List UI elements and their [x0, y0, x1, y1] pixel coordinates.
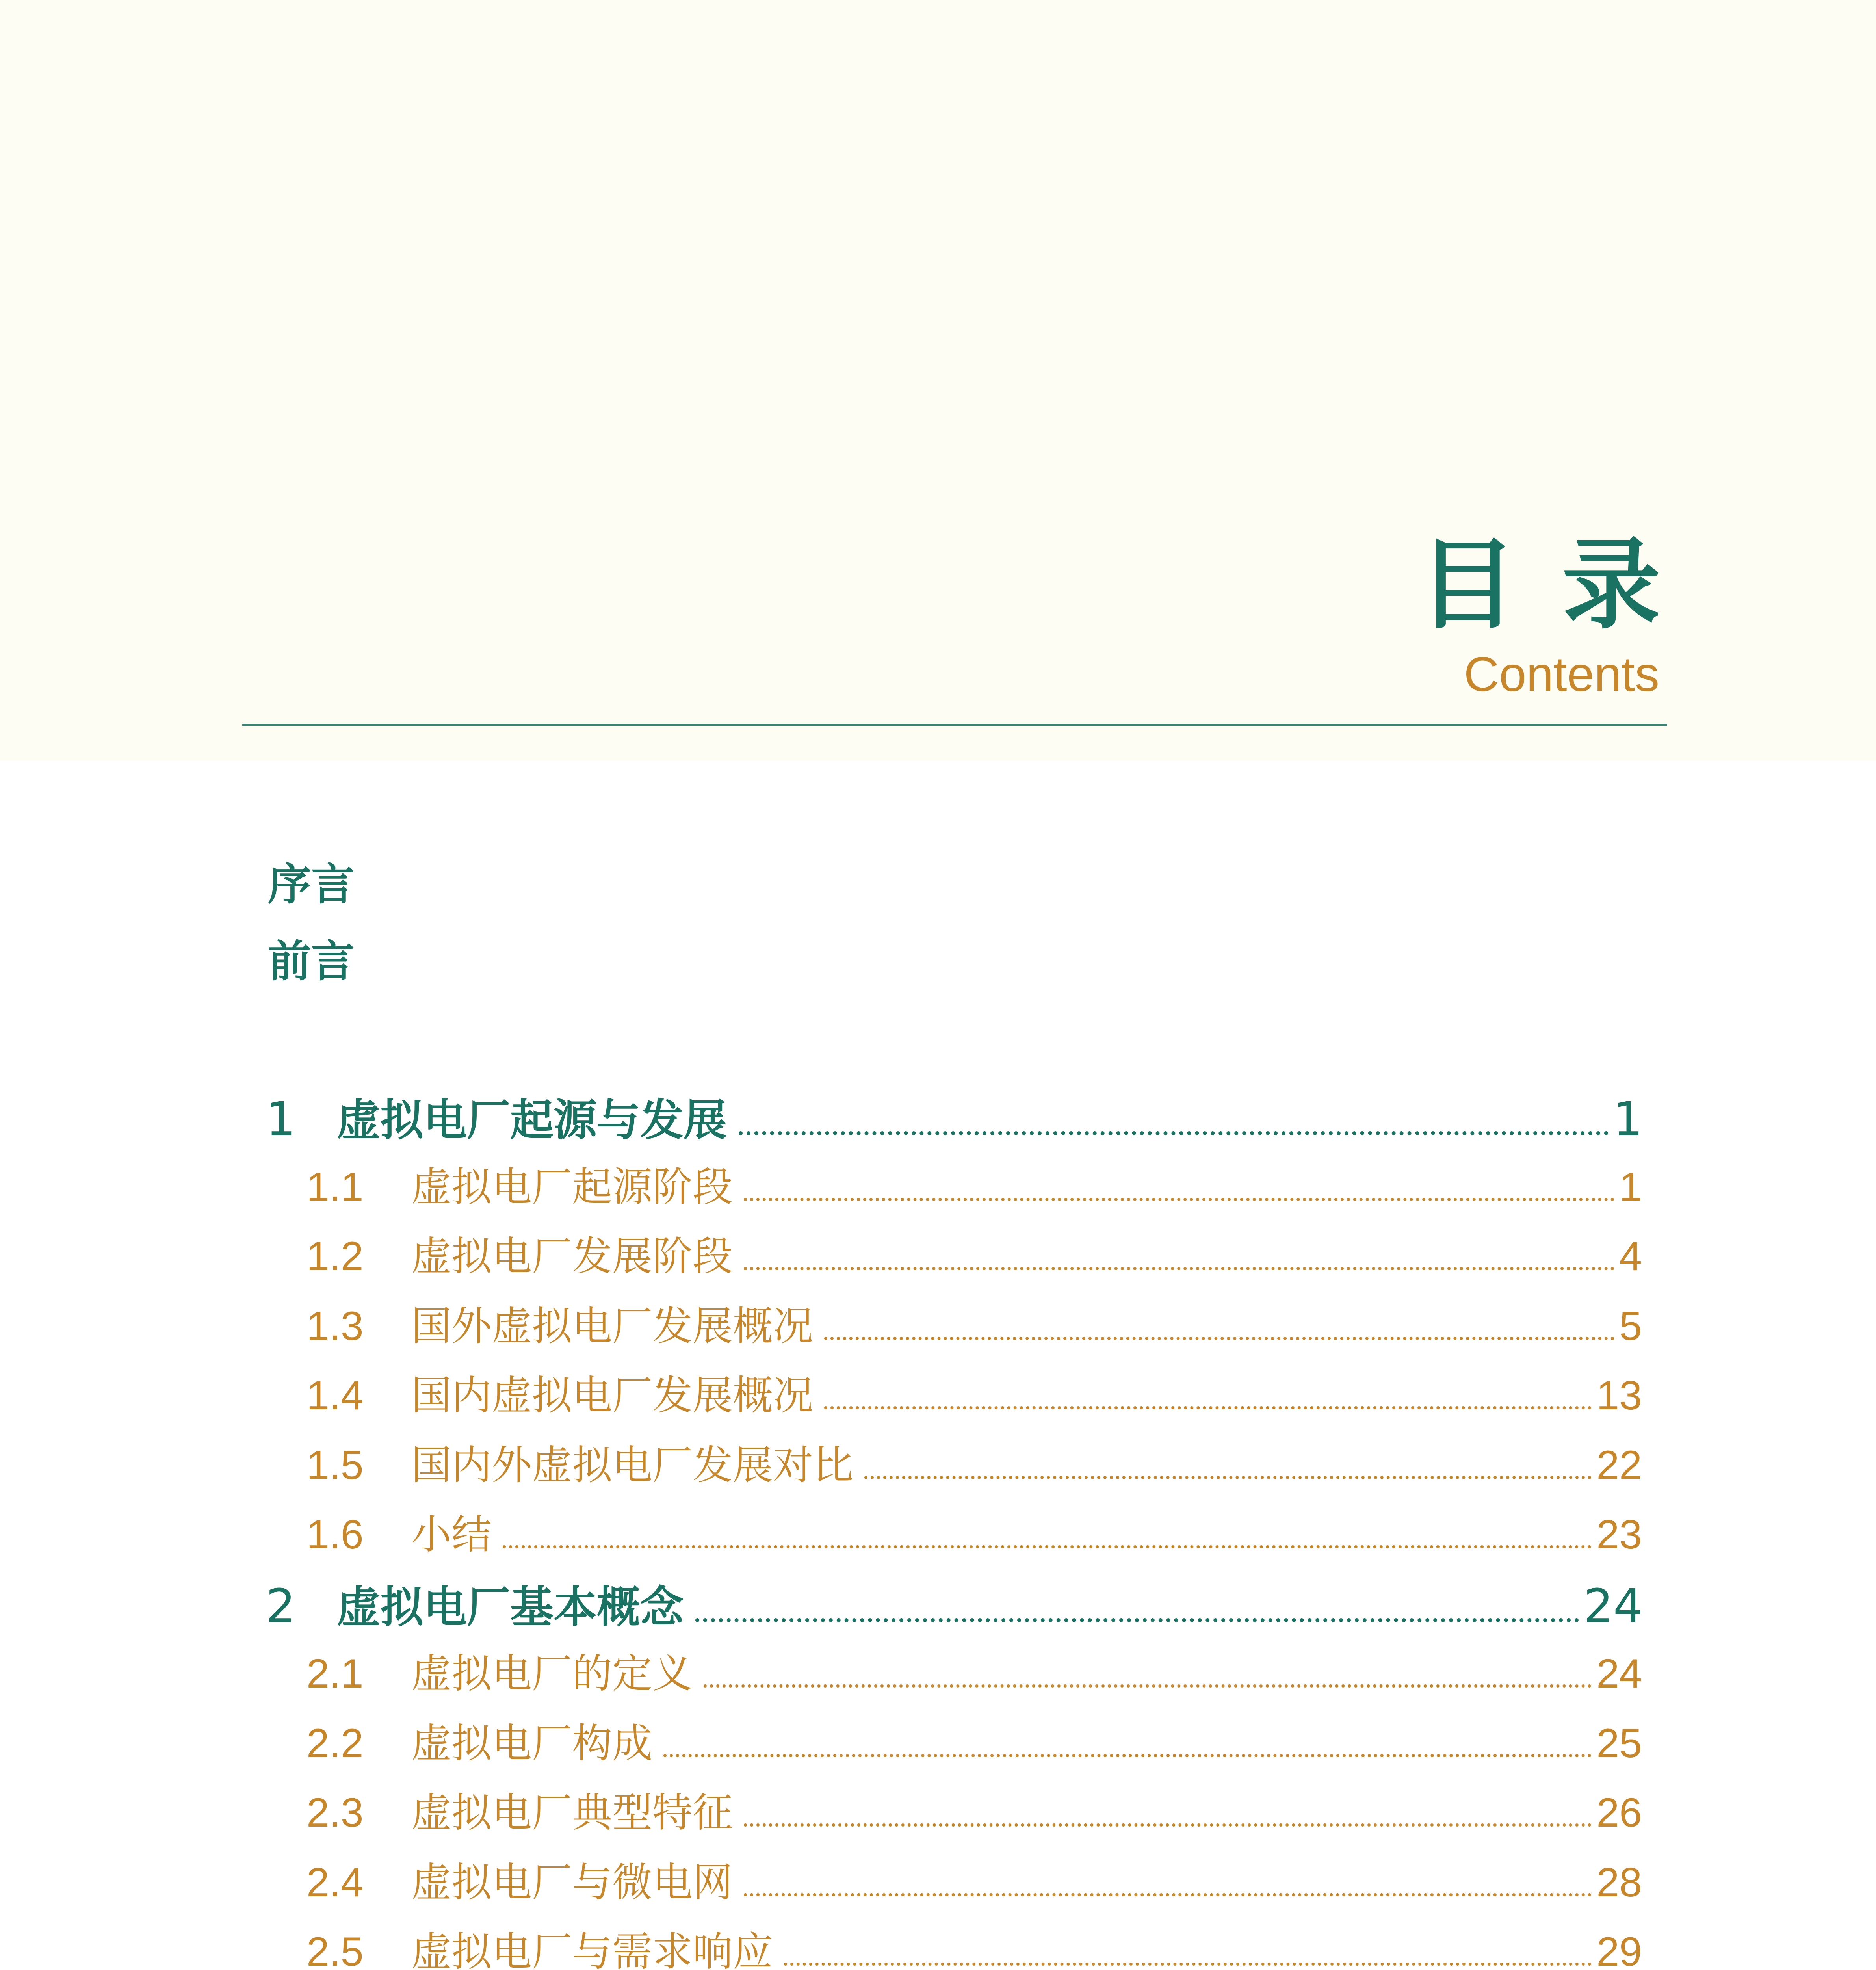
toc-entry-page: 26 [1596, 1790, 1642, 1836]
toc-section-entry[interactable] [306, 1364, 1642, 1419]
page-title: 目录 [1418, 528, 1706, 642]
toc-entry-number: 1.3 [306, 1303, 364, 1349]
toc-entry-page: 24 [1596, 1651, 1642, 1697]
toc-entry-page: 23 [1596, 1512, 1642, 1557]
toc-section-entry[interactable] [306, 1781, 1642, 1836]
toc-section-entry[interactable] [306, 1433, 1642, 1489]
toc-section-entry[interactable] [306, 1155, 1642, 1211]
toc-dot-leader [695, 1618, 1579, 1622]
toc-entry-title: 虚拟电厂起源与发展 [337, 1095, 727, 1145]
toc-entry-title: 虚拟电厂的定义 [411, 1650, 693, 1697]
toc-entry-title: 虚拟电厂起源阶段 [411, 1164, 733, 1211]
page-subtitle: Contents [1464, 647, 1659, 702]
toc-section-entry[interactable] [306, 1225, 1642, 1280]
toc-entry-title: 国内虚拟电厂发展概况 [411, 1372, 813, 1419]
toc-entry-page: 24 [1583, 1579, 1643, 1633]
toc-dot-leader [704, 1684, 1592, 1688]
toc-entry-title: 国外虚拟电厂发展概况 [411, 1303, 813, 1350]
toc-entry-page: 28 [1596, 1860, 1642, 1905]
toc-chapter-entry[interactable] [266, 1572, 1643, 1633]
toc-section-entry[interactable] [306, 1294, 1642, 1350]
toc-section-entry[interactable] [306, 1503, 1642, 1558]
toc-dot-leader [744, 1893, 1592, 1896]
toc-entry-title: 虚拟电厂与需求响应 [411, 1929, 773, 1970]
toc-entry-number: 1.6 [306, 1512, 364, 1557]
front-matter-foreword[interactable]: 前言 [268, 936, 355, 987]
toc-dot-leader [663, 1754, 1592, 1757]
toc-dot-leader [864, 1476, 1592, 1479]
toc-dot-leader [744, 1198, 1614, 1201]
toc-entry-number: 1.1 [306, 1164, 364, 1210]
toc-entry-page: 25 [1596, 1721, 1642, 1766]
toc-entry-title: 小结 [411, 1511, 492, 1558]
toc-entry-page: 1 [1613, 1092, 1643, 1146]
toc-section-entry[interactable] [306, 1712, 1642, 1767]
toc-entry-number: 2.1 [306, 1651, 364, 1697]
toc-entry-title: 虚拟电厂构成 [411, 1720, 652, 1767]
toc-entry-title: 虚拟电厂典型特征 [411, 1790, 733, 1836]
header-divider [242, 724, 1667, 726]
toc-entry-number: 2.3 [306, 1790, 364, 1836]
toc-entry-title: 虚拟电厂发展阶段 [411, 1233, 733, 1280]
toc-dot-leader [503, 1545, 1592, 1548]
toc-dot-leader [744, 1823, 1592, 1827]
toc-dot-leader [739, 1131, 1609, 1135]
toc-entry-page: 1 [1619, 1164, 1642, 1210]
toc-entry-title: 虚拟电厂与微电网 [411, 1859, 733, 1906]
toc-entry-page: 5 [1619, 1303, 1642, 1349]
toc-entry-title: 国内外虚拟电厂发展对比 [411, 1442, 853, 1489]
toc-section-entry[interactable] [306, 1642, 1642, 1697]
toc-dot-leader [824, 1406, 1592, 1409]
toc-entry-title: 虚拟电厂基本概念 [337, 1582, 684, 1632]
toc-entry-number: 1.2 [306, 1234, 364, 1279]
toc-section-entry[interactable] [306, 1851, 1642, 1906]
toc-dot-leader [744, 1267, 1614, 1270]
toc-entry-number: 2.2 [306, 1721, 364, 1766]
toc-entry-number: 1.5 [306, 1442, 364, 1488]
toc-entry-page: 22 [1596, 1442, 1642, 1488]
toc-entry-number: 1 [266, 1092, 296, 1146]
header-background [0, 0, 1876, 760]
toc-chapter-entry[interactable] [266, 1085, 1643, 1146]
toc-section-entry[interactable] [306, 1920, 1642, 1970]
toc-entry-number: 1.4 [306, 1373, 364, 1418]
toc-dot-leader [824, 1337, 1614, 1340]
front-matter-preface[interactable]: 序言 [268, 859, 355, 910]
toc-entry-page: 13 [1596, 1373, 1642, 1418]
toc-dot-leader [784, 1963, 1592, 1966]
toc-entry-number: 2 [266, 1579, 296, 1633]
toc-entry-page: 29 [1596, 1929, 1642, 1970]
toc-entry-page: 4 [1619, 1234, 1642, 1279]
toc-entry-number: 2.4 [306, 1860, 364, 1905]
toc-entry-number: 2.5 [306, 1929, 364, 1970]
